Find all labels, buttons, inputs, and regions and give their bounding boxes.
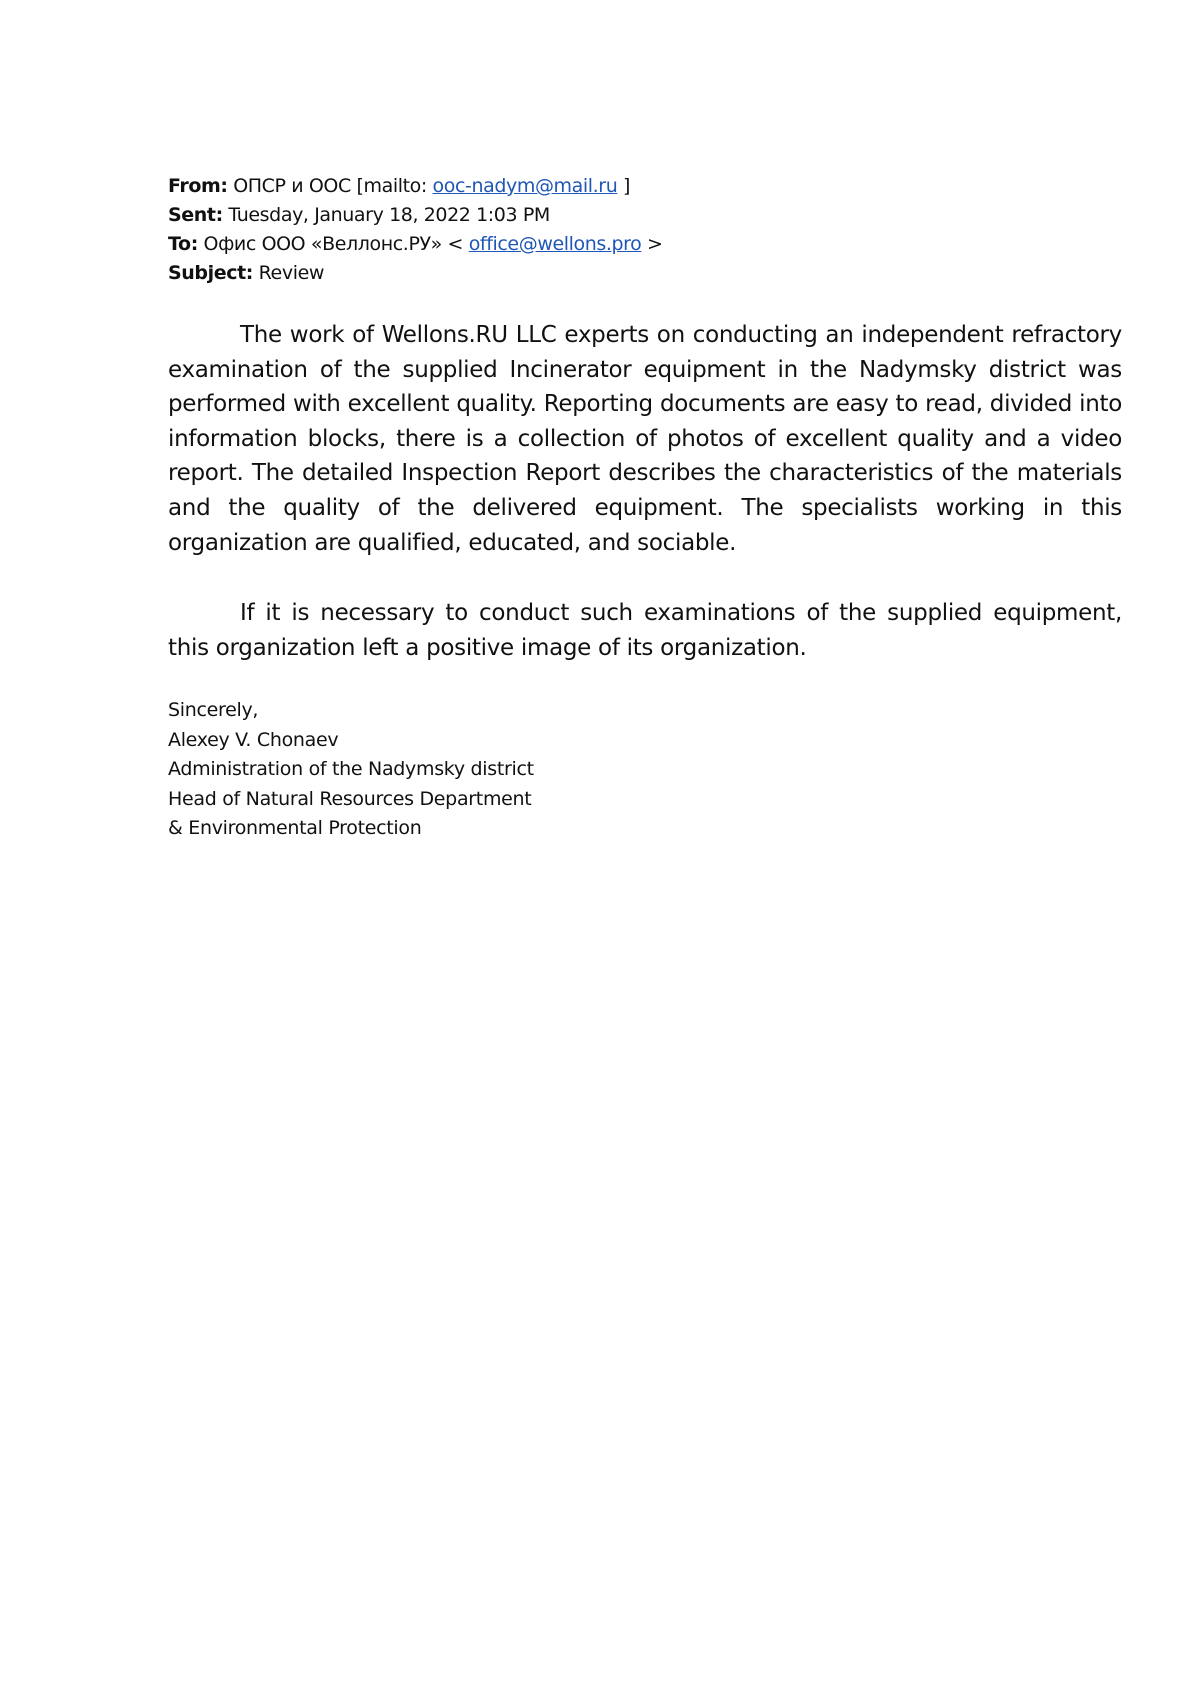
subject-label: Subject: xyxy=(168,262,253,284)
from-row xyxy=(168,172,663,201)
to-suffix: > xyxy=(647,233,663,255)
body-paragraph-2 xyxy=(168,596,1122,665)
signature-organization: Administration of the Nadymsky district xyxy=(168,758,534,780)
body-paragraph-1 xyxy=(168,318,1122,560)
subject-value: Review xyxy=(258,262,324,284)
from-label: From: xyxy=(168,175,228,197)
signature-closing: Sincerely, xyxy=(168,699,259,721)
to-name: Офис ООО «Веллонс.РУ» < xyxy=(203,233,464,255)
mailto-suffix: ] xyxy=(623,175,631,197)
signature-position-line2: & Environmental Protection xyxy=(168,817,422,839)
from-email-link[interactable]: ooc-nadym@mail.ru xyxy=(432,175,618,197)
to-email-link[interactable]: office@wellons.pro xyxy=(468,233,642,255)
signature-position-line1: Head of Natural Resources Department xyxy=(168,787,532,810)
to-label: To: xyxy=(168,233,198,255)
paragraph-text: If it is necessary to conduct such examinations of the supplied equipment, this organization left a positive image of its organization. xyxy=(168,600,1122,661)
sent-row xyxy=(168,201,663,230)
email-header xyxy=(168,172,663,288)
to-row xyxy=(168,230,663,259)
sent-value: Tuesday, January 18, 2022 1:03 PM xyxy=(228,204,550,226)
from-name: ОПСР и ООС xyxy=(233,175,351,197)
signature-name: Alexey V. Chonaev xyxy=(168,728,339,751)
sent-label: Sent: xyxy=(168,204,223,226)
signature-block xyxy=(168,696,534,844)
mailto-prefix: [mailto: xyxy=(356,175,427,197)
subject-row xyxy=(168,259,663,288)
paragraph-text: The work of Wellons.RU LLC experts on conducting an independent refractory examination of the supplied Incinerator equipment in the Nadymsky district was performed with excellent quality. Reporting documents are easy to read, divided into information blocks, there is a collection of photos of excellent quality and a video report. The detailed Inspection Report describes the characteristics of the materials and the quality of the delivered equipment. The specialists working in this organization are qualified, educated, and sociable. xyxy=(168,322,1122,556)
